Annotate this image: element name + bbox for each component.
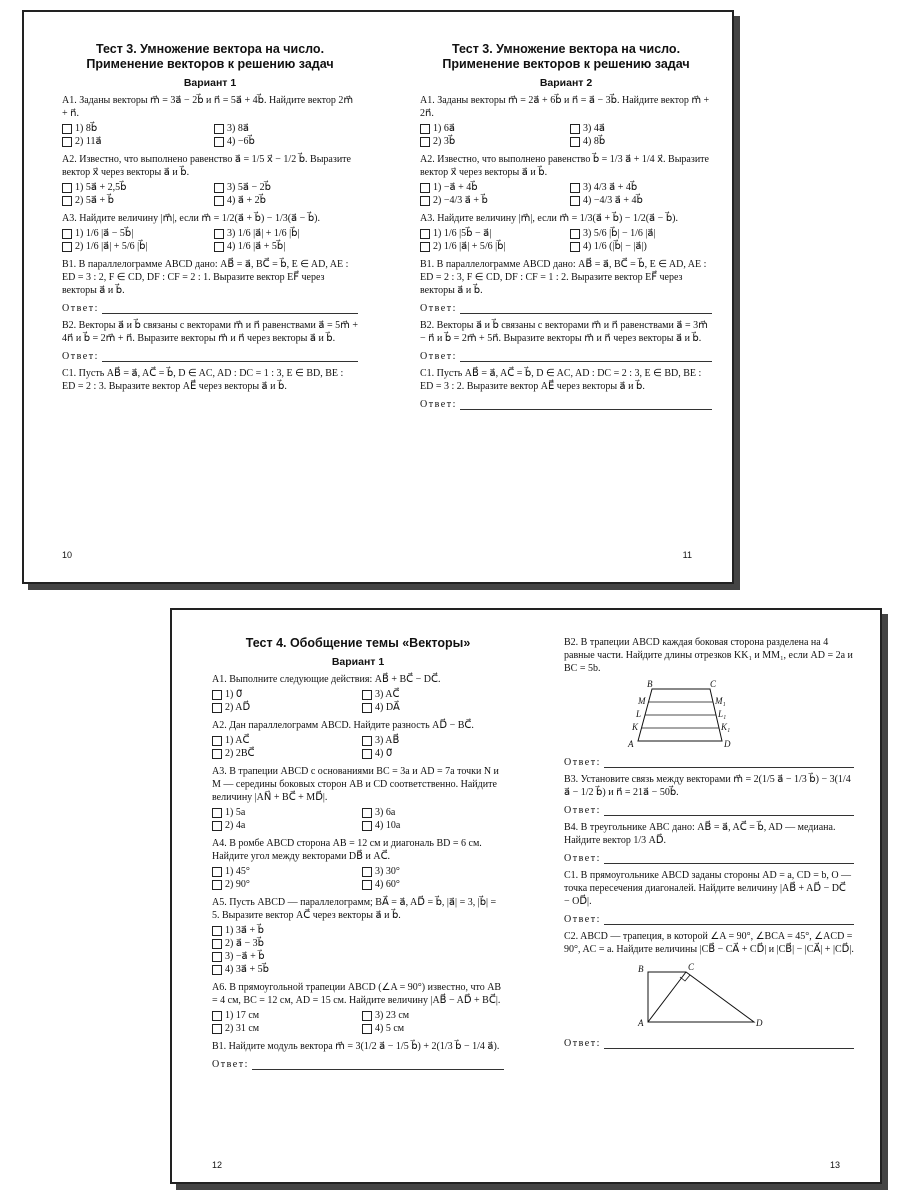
- answer-line[interactable]: [460, 303, 712, 314]
- answer-label: Ответ:: [420, 399, 457, 410]
- right-angle-mark: [680, 975, 690, 981]
- question-b2: B2. В трапеции ABCD каждая боковая сторона разделена на 4 равные части. Найдите длины отрезков KK₁ и MM₁, если AD = 2a и BC = 5b.: [564, 637, 853, 674]
- option[interactable]: 3) 8a⃗: [214, 122, 358, 135]
- question-a2: A2. Известно, что выполнено равенство a⃗ = 1/5 x⃗ − 1/2 b⃗. Выразите вектор x⃗ через векторы a⃗ и b⃗.: [62, 154, 351, 178]
- variant-label: Вариант 1: [183, 77, 237, 89]
- checkbox[interactable]: [420, 124, 430, 134]
- label-k1: K₁: [721, 722, 731, 732]
- answer-label: Ответ:: [62, 351, 99, 362]
- checkbox[interactable]: [212, 952, 222, 962]
- checkbox[interactable]: [212, 939, 222, 949]
- option[interactable]: 3) 4a⃗: [570, 122, 712, 135]
- option[interactable]: 2) 31 см: [212, 1022, 354, 1035]
- options-a2: [62, 181, 358, 207]
- question-a5: A5. Пусть ABCD — параллелограмм; BA⃗ = a⃗, AD⃗ = b⃗, |a⃗| = 3, |b⃗| = 5. Выразите вектор AC⃗ через векторы a⃗ и b⃗.: [212, 897, 497, 921]
- option[interactable]: 2) 5a⃗ + b⃗: [62, 194, 206, 207]
- label-b: B: [638, 964, 644, 974]
- book-spread-1: [22, 10, 734, 584]
- options-a3: [62, 227, 358, 253]
- checkbox[interactable]: [362, 703, 372, 713]
- answer-field[interactable]: [420, 351, 712, 362]
- option[interactable]: 1) −a⃗ + 4b⃗: [420, 181, 562, 194]
- label-m1: M₁: [715, 696, 726, 706]
- checkbox[interactable]: [420, 137, 430, 147]
- option[interactable]: 1) 1/6 |5b⃗ − a⃗|: [420, 227, 562, 240]
- label-b: B: [647, 679, 653, 689]
- page-number: 11: [682, 550, 692, 560]
- checkbox[interactable]: [362, 867, 372, 877]
- question-b2: B2. Векторы a⃗ и b⃗ связаны с векторами m⃗ и n⃗ равенствами a⃗ = 5m⃗ + 4n⃗ и b⃗ = 2m⃗ + n⃗. Выразите векторы m⃗ и n⃗ через векторы a⃗ и b⃗.: [62, 320, 358, 344]
- variant-label: Вариант 2: [539, 77, 593, 89]
- trapezoid-diagram: [614, 679, 764, 751]
- answer-line[interactable]: [252, 1059, 504, 1070]
- checkbox[interactable]: [214, 183, 224, 193]
- checkbox[interactable]: [362, 736, 372, 746]
- options-a1: [212, 688, 504, 714]
- answer-label: Ответ:: [564, 757, 601, 768]
- checkbox[interactable]: [570, 124, 580, 134]
- options-a1: [62, 122, 358, 148]
- right-trapezoid-diagram: [624, 960, 774, 1032]
- label-k: K: [632, 722, 639, 732]
- checkbox[interactable]: [214, 242, 224, 252]
- checkbox[interactable]: [214, 196, 224, 206]
- checkbox[interactable]: [362, 821, 372, 831]
- checkbox[interactable]: [212, 926, 222, 936]
- question-c1: C1. В прямоугольнике ABCD заданы стороны AD = a, CD = b, O — точка пересечения диагоналей. Найдите величину |AB⃗ + AD⃗ − DC⃗ − OD⃗|.: [564, 870, 852, 907]
- checkbox[interactable]: [362, 749, 372, 759]
- checkbox[interactable]: [212, 965, 222, 975]
- option[interactable]: 3) AB⃗: [362, 734, 504, 747]
- question-b3: B3. Установите связь между векторами m⃗ = 2(1/5 a⃗ − 1/3 b⃗) − 3(1/4 a⃗ − 1/2 b⃗) и n⃗ = 21a⃗ − 50b⃗.: [564, 774, 851, 798]
- answer-field[interactable]: [420, 399, 712, 410]
- checkbox[interactable]: [570, 242, 580, 252]
- answer-field[interactable]: [212, 1059, 504, 1070]
- options-a2: [420, 181, 712, 207]
- option[interactable]: 4) −6b⃗: [214, 135, 358, 148]
- checkbox[interactable]: [420, 242, 430, 252]
- option[interactable]: 4) 60°: [362, 878, 504, 891]
- option[interactable]: 1) 17 см: [212, 1009, 354, 1022]
- page-13: [526, 610, 880, 1182]
- option[interactable]: 3) 5/6 |b⃗| − 1/6 |a⃗|: [570, 227, 712, 240]
- checkbox[interactable]: [570, 183, 580, 193]
- checkbox[interactable]: [362, 1011, 372, 1021]
- question-a2: A2. Известно, что выполнено равенство b⃗ = 1/3 a⃗ + 1/4 x⃗. Выразите вектор x⃗ через векторы a⃗ и b⃗.: [420, 154, 709, 178]
- label-d: D: [756, 1018, 763, 1028]
- question-a4: A4. В ромбе ABCD сторона AB = 12 см и диагональ BD = 6 см. Найдите угол между векторами DB⃗ и AC⃗.: [212, 838, 482, 862]
- answer-label: Ответ:: [212, 1059, 249, 1070]
- label-l1: L₁: [718, 709, 727, 719]
- option[interactable]: 4) 5 см: [362, 1022, 504, 1035]
- question-a1: A1. Заданы векторы m⃗ = 3a⃗ − 2b⃗ и n⃗ = 5a⃗ + 4b⃗. Найдите вектор 2m⃗ + n⃗.: [62, 95, 354, 119]
- page-number: 10: [62, 550, 73, 560]
- answer-line[interactable]: [102, 303, 358, 314]
- trapezoid-abcd-shape: [648, 972, 754, 1022]
- option[interactable]: 1) 45°: [212, 865, 354, 878]
- checkbox[interactable]: [570, 196, 580, 206]
- option[interactable]: 2) 11a⃗: [62, 135, 206, 148]
- checkbox[interactable]: [420, 196, 430, 206]
- question-a3: A3. Найдите величину |m⃗|, если m⃗ = 1/3(a⃗ + b⃗) − 1/2(a⃗ − b⃗).: [420, 213, 678, 224]
- option[interactable]: 3) 5a⃗ − 2b⃗: [214, 181, 358, 194]
- checkbox[interactable]: [362, 690, 372, 700]
- option[interactable]: 1) AC⃗: [212, 734, 354, 747]
- question-c1: C1. Пусть AB⃗ = a⃗, AC⃗ = b⃗, D ∈ AC, AD : DC = 1 : 3, E ∈ BD, BE : ED = 2 : 3. Выразите вектор AE⃗ через векторы a⃗ и b⃗.: [62, 368, 344, 392]
- options-a1: [420, 122, 712, 148]
- option[interactable]: 3) 30°: [362, 865, 504, 878]
- answer-line[interactable]: [604, 757, 854, 768]
- checkbox[interactable]: [362, 880, 372, 890]
- question-b1: B1. Найдите модуль вектора m⃗ = 3(1/2 a⃗ − 1/5 b⃗) + 2(1/3 b⃗ − 1/4 a⃗).: [212, 1041, 500, 1052]
- page-number: 13: [829, 1160, 840, 1170]
- option[interactable]: 2) 2BC⃗: [212, 747, 354, 760]
- question-a3: A3. Найдите величину |m⃗|, если m⃗ = 1/2(a⃗ + b⃗) − 1/3(a⃗ − b⃗).: [62, 213, 320, 224]
- diagonal-ac: [648, 972, 686, 1022]
- checkbox[interactable]: [212, 736, 222, 746]
- checkbox[interactable]: [62, 183, 72, 193]
- option[interactable]: 1) 8b⃗: [62, 122, 206, 135]
- option[interactable]: 2) a⃗ − 3b⃗: [212, 937, 504, 950]
- answer-field[interactable]: [564, 757, 854, 768]
- option[interactable]: 3) 1/6 |a⃗| + 1/6 |b⃗|: [214, 227, 358, 240]
- checkbox[interactable]: [212, 749, 222, 759]
- answer-line[interactable]: [460, 351, 712, 362]
- option[interactable]: 3) 23 см: [362, 1009, 504, 1022]
- options-a2: [212, 734, 504, 760]
- option[interactable]: 4) 10a: [362, 819, 504, 832]
- answer-line[interactable]: [604, 805, 854, 816]
- label-c: C: [688, 962, 695, 972]
- question-b1: B1. В параллелограмме ABCD дано: AB⃗ = a⃗, BC⃗ = b⃗, E ∈ AD, AE : ED = 3 : 2, F ∈ CD, DF : CF = 2 : 1. Выразите вектор EF⃗ через векторы a⃗ и b⃗.: [62, 259, 349, 296]
- checkbox[interactable]: [212, 1024, 222, 1034]
- checkbox[interactable]: [214, 137, 224, 147]
- answer-field[interactable]: [420, 303, 712, 314]
- page-title: Тест 3. Умножение вектора на число. Применение векторов к решению задач: [442, 42, 690, 71]
- checkbox[interactable]: [62, 229, 72, 239]
- checkbox[interactable]: [362, 808, 372, 818]
- option[interactable]: 4) DA⃗: [362, 701, 504, 714]
- page-12: [172, 610, 526, 1182]
- answer-line[interactable]: [460, 399, 712, 410]
- answer-label: Ответ:: [564, 1038, 601, 1049]
- answer-field[interactable]: [564, 853, 854, 864]
- option[interactable]: 4) 3a⃗ + 5b⃗: [212, 963, 504, 976]
- answer-field[interactable]: [564, 914, 854, 925]
- question-c2: C2. ABCD — трапеция, в которой ∠A = 90°, ∠BCA = 45°, ∠ACD = 90°, AC = a. Найдите величины |CB⃗ − CA⃗ + CD⃗| и |CB⃗| − |CA⃗| + |CD⃗|.: [564, 931, 854, 955]
- answer-field[interactable]: [62, 351, 358, 362]
- option[interactable]: 3) 6a: [362, 806, 504, 819]
- answer-label: Ответ:: [62, 303, 99, 314]
- label-d: D: [724, 739, 731, 749]
- option[interactable]: 2) 4a: [212, 819, 354, 832]
- checkbox[interactable]: [212, 1011, 222, 1021]
- variant-label: Вариант 1: [331, 656, 385, 668]
- question-a6: A6. В прямоугольной трапеции ABCD (∠A = 90°) известно, что AB = 4 см, BC = 12 см, AD = 15 см. Найдите величину |AB⃗ − AD⃗ + BC⃗|.: [212, 982, 502, 1006]
- answer-label: Ответ:: [564, 805, 601, 816]
- question-a3: A3. В трапеции ABCD с основаниями BC = 3a и AD = 7a точки N и M — середины боковых сторон AB и CD соответственно. Найдите величину |AN⃗ + BC⃗ + MD⃗|.: [212, 766, 499, 803]
- question-c1: C1. Пусть AB⃗ = a⃗, AC⃗ = b⃗, D ∈ AC, AD : DC = 2 : 3, E ∈ BD, BE : ED = 3 : 2. Выразите вектор AE⃗ через векторы a⃗ и b⃗.: [420, 368, 702, 392]
- question-b4: B4. В треугольнике ABC дано: AB⃗ = a⃗, AC⃗ = b⃗, AD — медиана. Найдите вектор 1/3 AD⃗.: [564, 822, 836, 846]
- options-a4: [212, 865, 504, 891]
- option[interactable]: 1) 6a⃗: [420, 122, 562, 135]
- checkbox[interactable]: [212, 880, 222, 890]
- book-spread-2: [170, 608, 882, 1184]
- label-a: A: [628, 739, 634, 749]
- options-a5: [212, 924, 504, 976]
- option[interactable]: 1) 3a⃗ + b⃗: [212, 924, 504, 937]
- options-a3: [212, 806, 504, 832]
- option[interactable]: 1) 0⃗: [212, 688, 354, 701]
- label-a: A: [638, 1018, 644, 1028]
- checkbox[interactable]: [420, 229, 430, 239]
- answer-line[interactable]: [604, 853, 854, 864]
- checkbox[interactable]: [62, 124, 72, 134]
- option[interactable]: 4) 1/6 |a⃗ + 5b⃗|: [214, 240, 358, 253]
- answer-label: Ответ:: [564, 853, 601, 864]
- answer-label: Ответ:: [420, 351, 457, 362]
- options-a6: [212, 1009, 504, 1035]
- checkbox[interactable]: [212, 821, 222, 831]
- option[interactable]: 2) 3b⃗: [420, 135, 562, 148]
- checkbox[interactable]: [212, 808, 222, 818]
- label-c: C: [710, 679, 717, 689]
- label-m: M: [638, 696, 646, 706]
- checkbox[interactable]: [62, 196, 72, 206]
- option[interactable]: 2) −4/3 a⃗ + b⃗: [420, 194, 562, 207]
- option[interactable]: 4) a⃗ + 2b⃗: [214, 194, 358, 207]
- option[interactable]: 2) AD⃗: [212, 701, 354, 714]
- answer-label: Ответ:: [420, 303, 457, 314]
- answer-field[interactable]: [564, 805, 854, 816]
- answer-line[interactable]: [604, 1038, 854, 1049]
- options-a3: [420, 227, 712, 253]
- option[interactable]: 3) 4/3 a⃗ + 4b⃗: [570, 181, 712, 194]
- checkbox[interactable]: [212, 703, 222, 713]
- option[interactable]: 4) 8b⃗: [570, 135, 712, 148]
- answer-line[interactable]: [604, 914, 854, 925]
- question-b2: B2. Векторы a⃗ и b⃗ связаны с векторами m⃗ и n⃗ равенствами a⃗ = 3m⃗ − n⃗ и b⃗ = 2m⃗ + 5n⃗. Выразите векторы m⃗ и n⃗ через векторы a⃗ и b⃗.: [420, 320, 708, 344]
- checkbox[interactable]: [62, 137, 72, 147]
- option[interactable]: 1) 1/6 |a⃗ − 5b⃗|: [62, 227, 206, 240]
- checkbox[interactable]: [62, 242, 72, 252]
- option[interactable]: 3) −a⃗ + b⃗: [212, 950, 504, 963]
- checkbox[interactable]: [362, 1024, 372, 1034]
- option[interactable]: 2) 1/6 |a⃗| + 5/6 |b⃗|: [420, 240, 562, 253]
- page-number: 12: [212, 1160, 223, 1170]
- checkbox[interactable]: [570, 229, 580, 239]
- question-a1: A1. Выполните следующие действия: AB⃗ + BC⃗ − DC⃗.: [212, 674, 441, 685]
- option[interactable]: 1) 5a⃗ + 2,5b⃗: [62, 181, 206, 194]
- question-a2: A2. Дан параллелограмм ABCD. Найдите разность AD⃗ − BC⃗.: [212, 720, 474, 731]
- checkbox[interactable]: [214, 124, 224, 134]
- answer-label: Ответ:: [564, 914, 601, 925]
- checkbox[interactable]: [570, 137, 580, 147]
- checkbox[interactable]: [420, 183, 430, 193]
- page-11: [378, 12, 732, 582]
- option[interactable]: 2) 90°: [212, 878, 354, 891]
- checkbox[interactable]: [212, 867, 222, 877]
- question-b1: B1. В параллелограмме ABCD дано: AB⃗ = a⃗, BC⃗ = b⃗, E ∈ AD, AE : ED = 2 : 3, F ∈ CD, DF : CF = 1 : 2. Выразите вектор EF⃗ через векторы a⃗ и b⃗.: [420, 259, 707, 296]
- answer-field[interactable]: [564, 1038, 854, 1049]
- option[interactable]: 4) 1/6 (|b⃗| − |a⃗|): [570, 240, 712, 253]
- option[interactable]: 4) 0⃗: [362, 747, 504, 760]
- checkbox[interactable]: [212, 690, 222, 700]
- label-l: L: [636, 709, 642, 719]
- option[interactable]: 4) −4/3 a⃗ + 4b⃗: [570, 194, 712, 207]
- question-a1: A1. Заданы векторы m⃗ = 2a⃗ + 6b⃗ и n⃗ = a⃗ − 3b⃗. Найдите вектор m⃗ + 2n⃗.: [420, 95, 710, 119]
- page-title: Тест 3. Умножение вектора на число. Применение векторов к решению задач: [86, 42, 334, 71]
- page-title: Тест 4. Обобщение темы «Векторы»: [245, 636, 471, 650]
- option[interactable]: 3) AC⃗: [362, 688, 504, 701]
- page-10: [24, 12, 378, 582]
- answer-line[interactable]: [102, 351, 358, 362]
- checkbox[interactable]: [214, 229, 224, 239]
- answer-field[interactable]: [62, 303, 358, 314]
- option[interactable]: 1) 5a: [212, 806, 354, 819]
- option[interactable]: 2) 1/6 |a⃗| + 5/6 |b⃗|: [62, 240, 206, 253]
